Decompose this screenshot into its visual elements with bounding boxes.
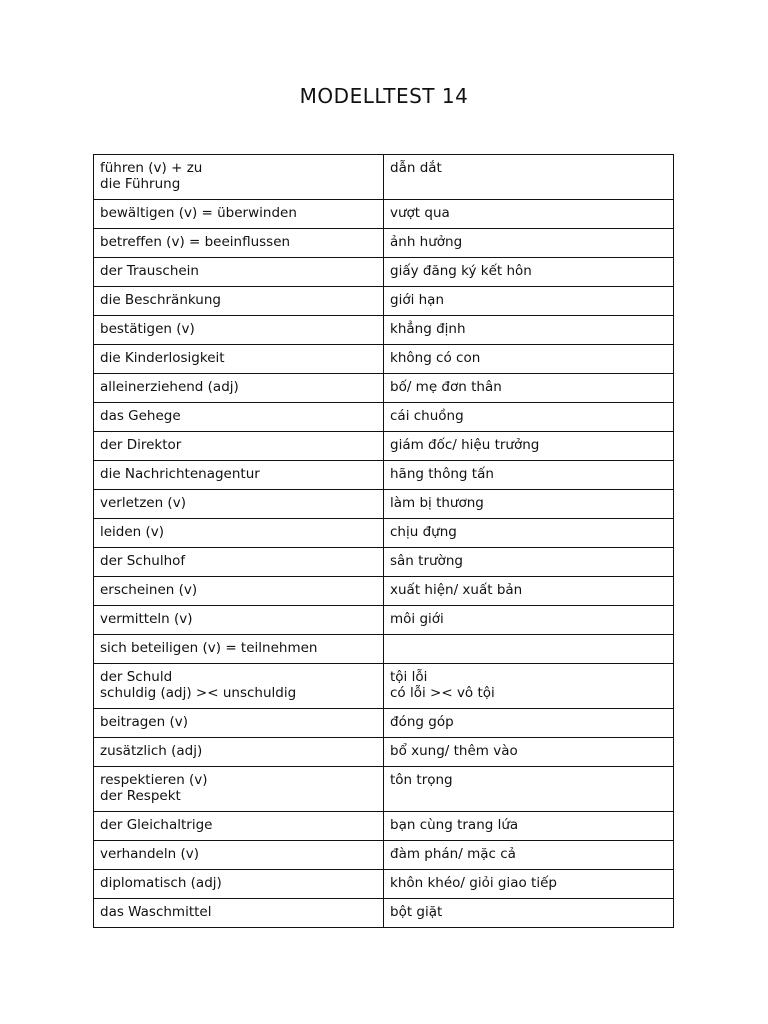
german-term: leiden (v) <box>94 519 384 548</box>
vietnamese-meaning: khẳng định <box>384 316 674 345</box>
vietnamese-meaning: bột giặt <box>384 899 674 928</box>
vietnamese-meaning: không có con <box>384 345 674 374</box>
vietnamese-meaning: đàm phán/ mặc cả <box>384 841 674 870</box>
table-row <box>94 767 674 812</box>
table-row <box>94 200 674 229</box>
vocabulary-table-body <box>94 155 674 928</box>
german-term: verhandeln (v) <box>94 841 384 870</box>
table-row <box>94 548 674 577</box>
german-term: bewältigen (v) = überwinden <box>94 200 384 229</box>
vietnamese-meaning: hãng thông tấn <box>384 461 674 490</box>
german-term: der Direktor <box>94 432 384 461</box>
table-row <box>94 899 674 928</box>
vietnamese-meaning: bố/ mẹ đơn thân <box>384 374 674 403</box>
page-title: MODELLTEST 14 <box>299 84 469 108</box>
vietnamese-meaning <box>384 635 674 664</box>
vietnamese-meaning: tội lỗi có lỗi >< vô tội <box>384 664 674 709</box>
table-row <box>94 635 674 664</box>
vietnamese-meaning: làm bị thương <box>384 490 674 519</box>
table-row <box>94 316 674 345</box>
german-term: alleinerziehend (adj) <box>94 374 384 403</box>
table-row <box>94 258 674 287</box>
table-row <box>94 664 674 709</box>
vietnamese-meaning: khôn khéo/ giỏi giao tiếp <box>384 870 674 899</box>
table-row <box>94 403 674 432</box>
vocabulary-table <box>93 154 674 928</box>
german-term: betreffen (v) = beeinflussen <box>94 229 384 258</box>
table-row <box>94 812 674 841</box>
german-term: das Waschmittel <box>94 899 384 928</box>
table-row <box>94 345 674 374</box>
vietnamese-meaning: ảnh hưởng <box>384 229 674 258</box>
table-row <box>94 841 674 870</box>
vietnamese-meaning: giới hạn <box>384 287 674 316</box>
vietnamese-meaning: dẫn dắt <box>384 155 674 200</box>
table-row <box>94 519 674 548</box>
table-row <box>94 709 674 738</box>
german-term: sich beteiligen (v) = teilnehmen <box>94 635 384 664</box>
german-term: die Kinderlosigkeit <box>94 345 384 374</box>
vietnamese-meaning: xuất hiện/ xuất bản <box>384 577 674 606</box>
table-row <box>94 490 674 519</box>
german-term: der Trauschein <box>94 258 384 287</box>
vietnamese-meaning: môi giới <box>384 606 674 635</box>
german-term: vermitteln (v) <box>94 606 384 635</box>
vietnamese-meaning: sân trường <box>384 548 674 577</box>
german-term: zusätzlich (adj) <box>94 738 384 767</box>
vietnamese-meaning: tôn trọng <box>384 767 674 812</box>
german-term: verletzen (v) <box>94 490 384 519</box>
german-term: erscheinen (v) <box>94 577 384 606</box>
german-term: die Beschränkung <box>94 287 384 316</box>
german-term: die Nachrichtenagentur <box>94 461 384 490</box>
german-term: das Gehege <box>94 403 384 432</box>
german-term: der Gleichaltrige <box>94 812 384 841</box>
vietnamese-meaning: vượt qua <box>384 200 674 229</box>
german-term: führen (v) + zu die Führung <box>94 155 384 200</box>
vietnamese-meaning: bổ xung/ thêm vào <box>384 738 674 767</box>
table-row <box>94 155 674 200</box>
table-row <box>94 374 674 403</box>
vietnamese-meaning: giấy đăng ký kết hôn <box>384 258 674 287</box>
vietnamese-meaning: bạn cùng trang lứa <box>384 812 674 841</box>
german-term: respektieren (v) der Respekt <box>94 767 384 812</box>
german-term: diplomatisch (adj) <box>94 870 384 899</box>
table-row <box>94 432 674 461</box>
vietnamese-meaning: cái chuồng <box>384 403 674 432</box>
vietnamese-meaning: chịu đựng <box>384 519 674 548</box>
vietnamese-meaning: đóng góp <box>384 709 674 738</box>
table-row <box>94 577 674 606</box>
table-row <box>94 606 674 635</box>
table-row <box>94 870 674 899</box>
german-term: der Schuld schuldig (adj) >< unschuldig <box>94 664 384 709</box>
table-row <box>94 229 674 258</box>
table-row <box>94 287 674 316</box>
table-row <box>94 738 674 767</box>
table-row <box>94 461 674 490</box>
german-term: der Schulhof <box>94 548 384 577</box>
german-term: bestätigen (v) <box>94 316 384 345</box>
vietnamese-meaning: giám đốc/ hiệu trưởng <box>384 432 674 461</box>
german-term: beitragen (v) <box>94 709 384 738</box>
